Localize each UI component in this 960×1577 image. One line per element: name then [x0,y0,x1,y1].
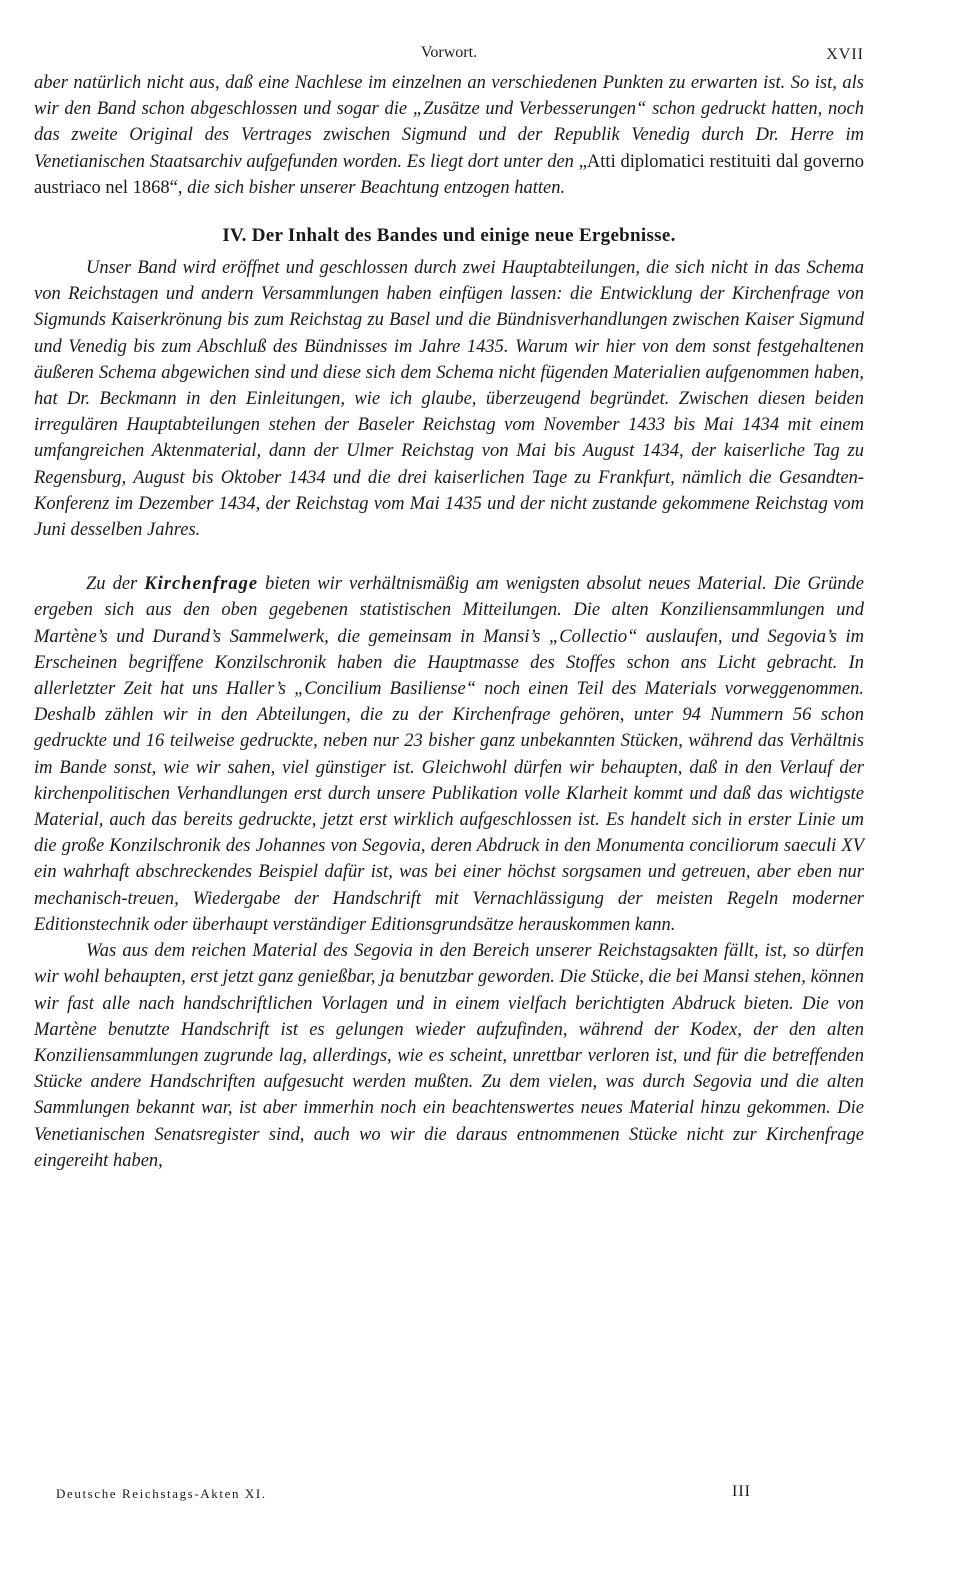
paragraph-continuation [34,70,864,201]
paragraph-contents-overview: Unser Band wird eröffnet und geschlossen durch zwei Hauptabteilungen, die sich nicht in das Schema von Reichstagen und andern Versammlungen haben einfügen lassen: die Entwicklung der Kirchenfrage von Sigmunds Kaiserkrönung bis zum Reichstag zu Basel und die Bündnisverhandlungen zwischen Kaiser Sigmund und Venedig bis zum Abschluß des Bündnisses im Jahre 1435. Warum wir hier von dem sonst festgehaltenen äußeren Schema abgewichen sind und diese sich dem Schema nicht fügenden Materialien aufgenommen haben, hat Dr. Beckmann in den Einleitungen, wie ich glaube, überzeugend begründet. Zwischen diesen beiden irregulären Hauptabteilungen stehen der Baseler Reichstag vom November 1433 bis Mai 1434 mit einem umfangreichen Aktenmaterial, dann der Ulmer Reichstag von Mai bis August 1434, der kaiserliche Tag zu Regensburg, August bis Oktober 1434 und die drei kaiserlichen Tage zu Frankfurt, nämlich die Gesandten-Konferenz im Dezember 1434, der Reichstag vom Mai 1435 und der nicht zustande gekommene Reichstag vom Juni desselben Jahres. [34,258,864,541]
roman-quotation: „Atti diplomatici restituiti dal governo austriaco nel 1868“ [34,151,864,198]
paragraph-text: bieten wir verhältnismäßig am wenigsten absolut neues Material. Die Gründe ergeben sich aus den oben gegebenen statistischen Mitteilungen. Die alten Konziliensammlungen und Martène’s und Durand’s Sammelwerk, die gemeinsam in Mansi’s „Collectio“ auslaufen, und Segovia’s im Erscheinen begriffene Konzilschronik haben die Hauptmasse des Stoffes schon ans Licht gebracht. In allerletzter Zeit hat uns Haller’s „Concilium Basiliense“ noch einen Teil des Materials vorweggenommen. Deshalb zählen wir in den Abteilungen, die zu der Kirchenfrage gehören, unter 94 Nummern 56 schon gedruckte und 16 teilweise gedruckte, neben nur 23 bisher ganz unbekannten Stücken, während das Verhältnis im Bande sonst, wie wir sahen, viel günstiger ist. Gleichwohl dürfen wir behaupten, daß in den Verlauf der kirchenpolitischen Verhandlungen erst durch unsere Publikation volle Klarheit kommt und daß das wichtigste Material, auch das bereits gedruckte, jetzt erst wirklich aufgeschlossen ist. Es handelt sich in erster Linie um die große Konzilschronik des Johannes von Segovia, deren Abdruck in den Monumenta conciliorum saeculi XV ein wahrhaft abschreckendes Beispiel dafür ist, was bei einer höchst sorgsamen und getreuen, aber eben nur mechanisch-treuen, Wiedergabe der Handschrift mit Vernachlässigung der meisten Regeln moderner Editionstechnik oder überhaupt verständiger Editionsgrundsätze herauskommen kann. [34,574,864,935]
running-head [34,44,864,70]
page-footer [56,1483,856,1502]
document-page [34,44,864,1174]
section-heading: IV. Der Inhalt des Bandes und einige neue Ergebnisse. [222,225,676,247]
paragraph-text: aber natürlich nicht aus, daß eine Nachlese im einzelnen an verschiedenen Punkten zu erwarten ist. So ist, als wir den Band schon abgeschlossen und sogar die „Zusätze und Verbesserungen“ schon gedruckt hatten, noch das zweite Original des Vertrages zwischen Sigmund und der Republik Venedig durch Dr. Herre im Venetianischen Staatsarchiv aufgefunden worden. Es liegt dort unter den [34,73,864,172]
paragraph-kirchenfrage [34,571,864,938]
running-title: Vorwort. [420,44,478,61]
paragraph-gap [34,543,864,571]
signature-mark: III [732,1483,751,1500]
paragraph-segovia: Was aus dem reichen Material des Segovia in den Bereich unserer Reichstagsakten fällt, ist, so dürfen wir wohl behaupten, erst jetzt ganz genießbar, ja benutzbar geworden. Die Stücke, die bei Mansi stehen, können wir fast alle nach handschriftlichen Vorlagen und in einem vielfach berichtigten Abdruck bieten. Die von Martène benutzte Handschrift ist es gelungen wieder aufzufinden, während der Kodex, der den alten Konziliensammlungen zugrunde lag, allerdings, wie es scheint, unrettbar verloren ist, und für die betreffenden Stücke andere Handschriften aufgesucht werden mußten. Zu dem vielen, was durch Segovia und die alten Sammlungen bekannt war, ist aber immerhin noch ein beachtenswertes neues Material hinzu gekommen. Die Venetianischen Senatsregister sind, auch wo wir die daraus entnommenen Stücke nicht zur Kirchenfrage eingereiht haben, [34,941,864,1171]
emphasis-kirchenfrage: Kirchenfrage [144,574,259,595]
paragraph-text: , die sich bisher unserer Beachtung entzogen hatten. [177,177,566,198]
paragraph-text: Zu der [86,574,145,595]
page-number: XVII [826,46,864,63]
imprint-line: Deutsche Reichstags-Akten XI. [56,1486,267,1501]
